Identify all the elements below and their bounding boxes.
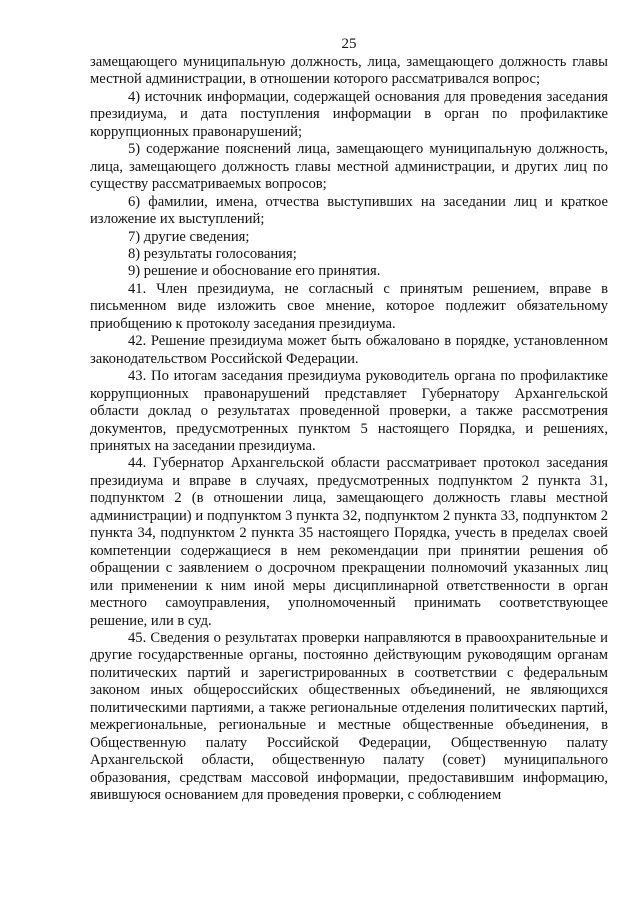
paragraph: 43. По итогам заседания президиума руководитель органа по профилактике коррупционных правонарушений представляет Губернатору Архангельской области доклад о результатах проведенной проверки, а также рассмотрения документов, предусмотренных пунктом 5 настоящего Порядка, и решениях, принятых на заседании президиума.: [90, 368, 608, 454]
document-body: [90, 54, 608, 804]
paragraph: 8) результаты голосования;: [128, 245, 297, 262]
paragraph: 44. Губернатор Архангельской области рассматривает протокол заседания президиума и вправе в случаях, предусмотренных подпунктом 2 пункта 31, подпунктом 2 (в отношении лица, замещающего должность главы местной администрации) и подпунктом 3 пункта 32, подпунктом 2 пункта 33, подпунктом 2 пункта 34, подпунктом 2 пункта 35 настоящего Порядка, учесть в пределах своей компетенции содержащиеся в нем рекомендации при принятии решения об обращении с заявлением о досрочном прекращении полномочий указанных лиц или применении к ним иной меры дисциплинарной ответственности в орган местного самоуправления, уполномоченный принимать соответствующее решение, или в суд.: [90, 455, 608, 629]
paragraph: замещающего муниципальную должность, лица, замещающего должность главы местной администрации, в отношении которого рассматривался вопрос;: [90, 54, 608, 88]
paragraph: 45. Сведения о результатах проверки направляются в правоохранительные и другие государственные органы, постоянно действующим руководящим органам политических партий и зарегистрированных в соответствии с федеральным законом иных общероссийских общественных объединений, не являющихся политическими партиями, а также региональные отделения политических партий, межрегиональные, региональные и местные общественные объединения, в Общественную палату Российской Федерации, Общественную палату Архангельской области, общественную палату (совет) муниципального образования, средствам массовой информации, предоставившим информацию, явившуюся основанием для проведения проверки, с соблюдением: [90, 629, 608, 804]
paragraph: 42. Решение президиума может быть обжаловано в порядке, установленном законодательством Российской Федерации.: [90, 333, 608, 367]
paragraph: 4) источник информации, содержащей основания для проведения заседания президиума, и дата поступления информации в орган по профилактике коррупционных правонарушений;: [90, 88, 608, 140]
paragraph: 7) другие сведения;: [128, 228, 250, 245]
page-number: 25: [341, 36, 357, 52]
paragraph: 5) содержание пояснений лица, замещающего муниципальную должность, лица, замещающего должность главы местной администрации, и других лиц по существу рассматриваемых вопросов;: [90, 141, 608, 193]
paragraph: 6) фамилии, имена, отчества выступивших на заседании лиц и краткое изложение их выступлений;: [90, 193, 608, 228]
paragraph: 9) решение и обоснование его принятия.: [128, 263, 381, 280]
paragraph: 41. Член президиума, не согласный с принятым решением, вправе в письменном виде изложить свое мнение, которое подлежит обязательному приобщению к протоколу заседания президиума.: [90, 280, 608, 332]
